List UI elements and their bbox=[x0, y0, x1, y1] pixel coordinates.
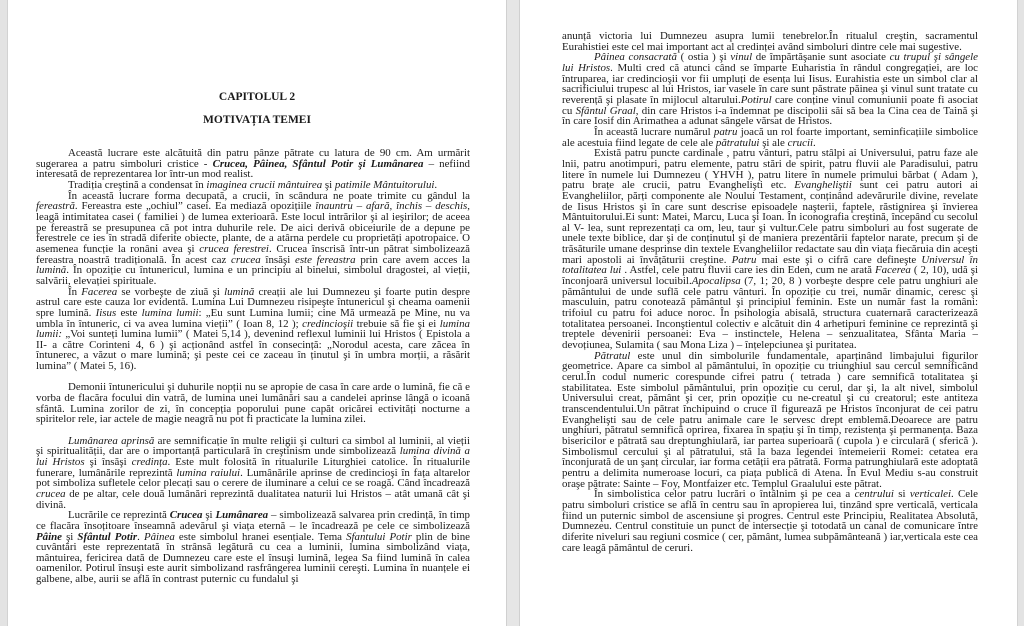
page-gap bbox=[506, 0, 520, 626]
left-margin-strip bbox=[0, 0, 8, 626]
paragraph: În această lucrare forma decupată, a crucii, în scândura ne poate trimite cu gândul la fereastră. Fereastra este „ochiul” casei. Ea mediază opozițiile înauntru – afară, închis – deschis, leagă intimitatea casei ( familiei ) de lumea exterioară. Este locul intrărilor şi al ieşirilor; de aceea pe fereastră se presupunea că pot intra duhurile rele. De aici derivă obiceiurile de a depune pe ferestrele ce ies în stradă diferite obiecte, plante, de a atârna perdele cu proprietăți apotropaice. O asemenea funcție la ronâni avea şi crucea ferestrei. Crucea înscrisă într-un pătrat simbolizează fereastra noastră tradițională. În acest caz crucea însăşi este fereastra prin care avem acces la lumină. În opoziție cu întunericul, lumina e un principiu al binelui, simbolul dragostei, al vieții, salvării, elevației spirituale. bbox=[36, 189, 470, 287]
body-text-continued bbox=[562, 31, 978, 553]
paragraph: Lucrările ce reprezintă Crucea şi Lumânarea – simbolizează salvarea prin credință, în timp ce flacăra însoțitoare înseamnă adevărul şi viața eternă – le încadrează pe cele ce simbolizează Pâine şi Sfântul Potir. Pâinea este simbolul hranei esențiale. Tema Sfantului Potir plin de bine cuvântări este reprezentată în strânsă legătură cu cea a luminii, lumina simbolizând viața, mântuirea, fericirea dată de Dumnezeu care este el însuşi lumină, legea Sa fiind lumină în calea oamenilor. Potirul însuşi este aurit simbolizand rasfrângerea luminii cereşti. Lumina în nuanțele ei galbene, albe, aurii se află în contrast puternic cu fundalul şi bbox=[36, 509, 471, 586]
chapter-title: CAPITOLUL 2 bbox=[218, 91, 296, 103]
section-heading: MOTIVAȚIA TEMEI bbox=[203, 114, 311, 126]
paragraph: Tradiția creştină a condensat în imaginea crucii mântuirea şi patimile Mântuitorului. bbox=[68, 178, 438, 191]
paragraph: anunță victoria lui Dumnezeu asupra lumii tenebrelor.În ritualul creştin, sacramentul Eurahistiei este cel mai important act al credinței având simboluri dintre cele mai sugestive. bbox=[562, 30, 978, 53]
paragraph: Această lucrare este alcătuită din patru pânze pătrate cu latura de 90 cm. Am urmărit sugerarea a patru simboluri cristice - Crucea, Pâinea, Sfântul Potir şi Lumânarea – nefiind interesată de reprezentarea lor într-un mod realist. bbox=[36, 147, 471, 181]
paragraph: În această lucrare numărul patru joacă un rol foarte important, seminficațiile simbolice ale acestuia fiind legate de cele ale pătratului şi ale crucii. bbox=[562, 125, 978, 149]
paragraph: În Facerea se vorbeşte de ziuă şi lumină creații ale lui Dumnezeu şi foarte putin despre astrul care este cauza lor evidentă. Lumina Lui Dumnezeu risipeşte întunericul şi cheama oamenii spre lumină. Iisus este lumina lumii: „Eu sunt Lumina lumii; cine Mă urmează pe Mine, nu va umbla în întuneric, ci va avea lumina vieții” ( Ioan 8, 12 ); credincioşii trebuie să fie şi ei lumina lumii: „Voi sunteți lumina lumii” ( Matei 5,14 ), devenind reflexul luminii lui Hristos ( Epistola a II- a către Corinteni 4, 6 ) şi acționând astfel în consecință: „Norodul acesta, care zăcea în întunerec, a văzut o mare lumină; şi peste cei ce zaceau în ținutul şi în umbra morții, a răsărit lumina” ( Matei 5, 16). bbox=[36, 285, 471, 373]
document-page-left bbox=[8, 0, 506, 626]
document-page-right bbox=[520, 0, 1017, 626]
vertical-scrollbar[interactable] bbox=[1017, 0, 1024, 626]
paragraph: Pâinea consacrată ( ostia ) şi vinul de împărtăşanie sunt asociate cu trupul şi sângele lui Hristos. Multi cred că atunci când se împarte Euharistia în rândul congregației, are loc întruparea, iar credincioşii vor fii umpluți de esența lui Iisus. Eurahistia este un simbol clar al sacrificiului trupesc al lui Hristos, iar vasele în care sunt păstrate păinea şi vinul sunt tratate cu reverență şi plasate în mijlocul altarului.Potirul care conține vinul comuniunii poate fi asociat cu Sfântul Graal, din care Hristos i-a îndemnat pe discipolii săi să bea la Cina cea de Taină şi în care Iosif din Arimathea a adunat sângele vărsat de Hristos. bbox=[562, 51, 979, 128]
body-text-intro bbox=[36, 148, 470, 585]
paragraph: Demonii întunericului şi duhurile nopții nu se apropie de casa în care arde o lumină, fie că e vorba de flacăra focului din vatră, de lumina unei lumânări sau a candelei aprinse lângă o icoană sfântă. Lumina zorilor de zi, în concepția poporului pune capăt oricărei ectivități nocturne a spiritelor rele, iar actele de magie neagră nu pot fi practicate la lumina zilei. bbox=[36, 381, 470, 426]
paragraph: În simbolistica celor patru lucrări o întâlnim şi pe cea a centrului si verticalei. Cele patru simboluri cristice se află în centru sau în apropierea lui, tinzând spre verticală, verticala fiind un puternic simbol de ascensiune şi progres. Centrul este Principiu, Realitatea Absolută, Dumnezeu. Centrul constituie un punct de intersecție şi totodată un canal de comunicare între diferite niveluri sau regiuni cosmice ( cer, pământ, lumea subpământeană ) iar,verticala este cea care leagă pământul de ceruri. bbox=[562, 488, 978, 554]
paragraph: Lumânarea aprinsă are semnificație în multe religii şi culturi ca simbol al luminii, al vieții şi spiritualității, dar are o importanță particulară în creştinism unde simbolizează lumina divină a lui Hristos şi însăşi credința. Este mult folosită în ritualurile Liturghiei catolice. În ritualurile funerare, lumânările reprezintă lumina raiului. Lumânările aprinse de credincioşi în fața altarelor pot simboliza sufletele celor plecați sau o cerere de iluminare a celui ce se roagă. Când încadrează crucea de pe altar, cele două lumânări reprezintă dualitatea naturii lui Hristos – atât umană cât şi divină. bbox=[36, 434, 470, 511]
paragraph: Pătratul este unul din simbolurile fundamentale, aparținând limbajului figurilor geometrice. Apare ca simbol al pământului, în opoziție cu triunghiul sau cercul semnificând cerul.În codul numeric corespunde cifrei patru ( tetrada ) care semnifică totalitatea şi stabilitatea. Este simbolul pământului, prin opoziție cu cerul, dar şi, la alt nivel, simbolul Universului creat, pământ şi cer, prin opoziție cu ne-creatul şi cu creatorul; este antiteza transcendentului.Un pătrat închipuind o cruce îl figurează pe Hristos înconjurat de cei patru Evanghelişti sau de cele patru animale care le servesc drept emblemă.Deoarece are patru unghiuri, pătratul semnifică oprirea, fixarea în spațiu şi în timp, rezistența şi permanența. Baza bisericilor e pătrată sau dreptunghiulară, iar partea superioară ( cupola ) e circulară ( sferică ). Simbolismul cercului şi al pătratului, stă la baza legendei întemeierii Romei: cetatea era înconjurată de un şanț circular, iar forma cetății era pătrată. Forma patrunghiulară este adoptată pentru a delimita numeroase locuri, ca piața publică di Atena. În Evul Mediu s-au construit oraşe pătrate: Sainte – Foy, Montfaizer etc. Templul Graalului este pătrat. bbox=[562, 349, 978, 490]
paragraph: Există patru puncte cardinale , patru vânturi, patru stâlpi ai Universului, patru faze ale lnii, patru anotimpuri, patru elemente, patru stări de spirit, patru fluvii ale Paradisului, patru litere în numele lui Dumnezeu ( YHVH ), patru litere în numele primului bărbat ( Adam ), patru brațe ale crucii, patru Evanghelişti etc. Evangheliştii sunt cei patru autori ai Evangheliilor, părți componente ale Noului Testament, conținând adevărurile divine, revelate de Iisus Hristos şi în care sunt descrise episoadele naşterii, faptele, răstignirea şi învierea Mântuitorului.Ei sunt: Matei, Marcu, Luca şi Ioan. În iconografia creştină, începând cu secolul al V- lea, sunt reprezentați ca om, leu, taur şi vultur.Cele patru simboluri au fost sugerate de unele texte biblice, dar şi de conținutul şi de maniera prezentării faptelor narate, precum şi de trăsăturile umane desprinse din textele Evangheliilor redactate sau din viața fiecăruia din aceşti mari apostoli ai învățăturii creştine. Patru mai este şi o cifră care defineşte Universul în totalitatea lui . Astfel, cele patru fluvii care ies din Eden, cum ne arată Facerea ( 2, 10), udă şi înconjoară universul locuibil.Apocalipsa (7, 1; 20, 8 ) vorbeşte despre cele patru unghiuri ale pământului de unde suflă cele patru vânturi. În opoziție cu trei, număr dinamic, ceresc şi masculuin, patru conotează pământul şi principiul feminin. Este un număr fast la români: trifoiul cu patru foi aduce noroc. În psihologia abisală, structura cuaternară caracterizează totalitatea persoanei. Inconştientul colectiv e alcătuit din 4 arhetipuri feminine ce reprezintă şi treptele devenirii persoanei: Eva – instinctele, Helena – senzualitatea, Sfânta Maria – devoțiunea, Sulamita ( sau Mona Liza ) – înțelepciunea şi puritatea. bbox=[562, 147, 978, 352]
